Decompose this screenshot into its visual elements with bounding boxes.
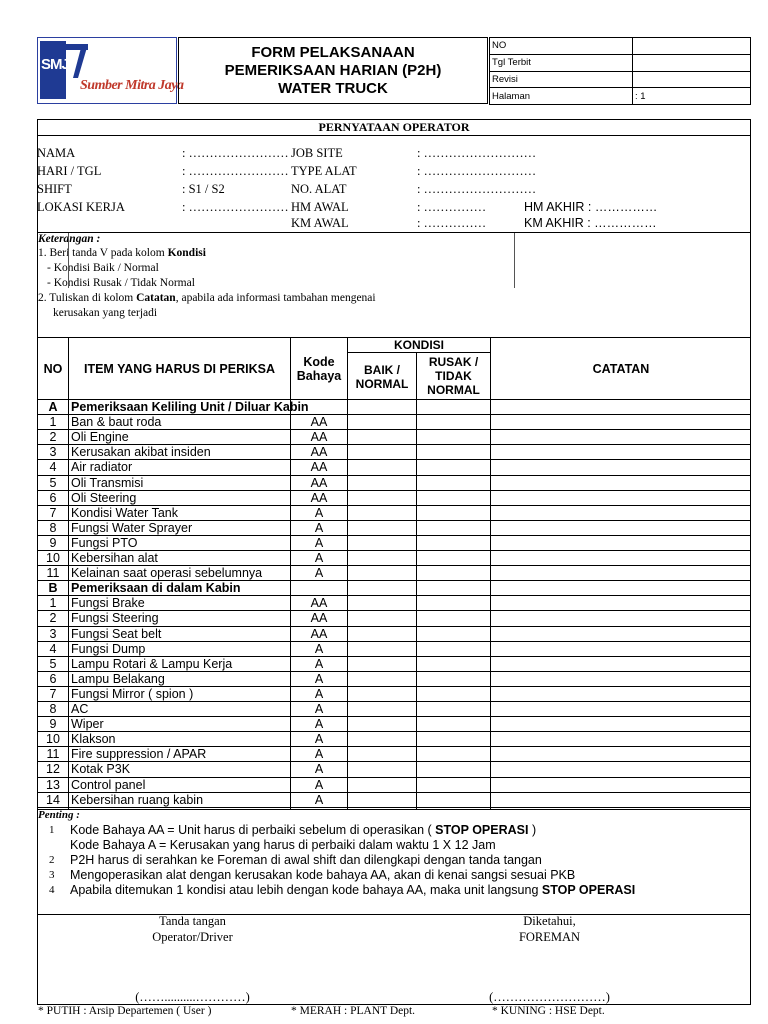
row-item: Oli Engine — [71, 430, 129, 444]
row-baik-checkbox[interactable] — [348, 657, 416, 672]
penting-line-4 — [70, 883, 635, 897]
row-number: 8 — [49, 521, 57, 535]
title-line-1: FORM PELAKSANAAN — [251, 43, 415, 61]
row-rusak-checkbox[interactable] — [417, 672, 490, 687]
meta-row-revisi — [490, 71, 751, 88]
divider — [68, 233, 69, 288]
row-number: 2 — [49, 430, 57, 444]
row-number: 3 — [49, 627, 57, 641]
table-row — [37, 732, 751, 747]
penting-line-2: P2H harus di serahkan ke Foreman di awal shift dan dilengkapi dengan tanda tangan — [70, 853, 542, 867]
row-baik-checkbox[interactable] — [348, 672, 416, 687]
row-item: Fungsi PTO — [71, 536, 138, 550]
row-item: Fungsi Mirror ( spion ) — [71, 687, 194, 701]
section-header-row — [37, 400, 751, 415]
row-kode-bahaya: AA — [310, 611, 328, 625]
row-baik-checkbox[interactable] — [348, 506, 416, 521]
field-value-km-awal[interactable]: : …………… — [417, 216, 487, 230]
row-number: 1 — [49, 596, 57, 610]
table-row — [37, 491, 751, 506]
header-kode-line-1: Kode — [303, 355, 335, 369]
row-baik-checkbox[interactable] — [348, 642, 416, 657]
keterangan-line-2 — [38, 292, 376, 304]
row-number: 8 — [49, 702, 57, 716]
row-baik-checkbox[interactable] — [348, 596, 416, 611]
header-kode-line-2: Bahaya — [296, 369, 342, 383]
row-item: Kondisi Water Tank — [71, 506, 178, 520]
row-catatan-field[interactable] — [491, 566, 750, 581]
row-catatan-field[interactable] — [491, 596, 750, 611]
row-catatan-field[interactable] — [491, 717, 750, 732]
row-baik-checkbox[interactable] — [348, 702, 416, 717]
field-label-km-awal: KM AWAL — [291, 216, 349, 230]
row-baik-checkbox[interactable] — [348, 460, 416, 475]
row-catatan-field[interactable] — [491, 536, 750, 551]
row-baik-checkbox[interactable] — [348, 778, 416, 793]
row-kode-bahaya: AA — [310, 430, 328, 444]
table-row — [37, 717, 751, 732]
meta-value[interactable] — [633, 71, 751, 88]
keterangan-line-2-post: , apabila ada informasi tambahan mengenai — [175, 292, 376, 304]
header-kondisi: KONDISI — [393, 338, 444, 352]
row-kode-bahaya: AA — [310, 627, 328, 641]
row-kode-bahaya: A — [314, 536, 324, 550]
header-rusak-line-2: TIDAK — [435, 369, 472, 383]
row-rusak-checkbox[interactable] — [417, 793, 490, 808]
company-name: Sumber Mitra Jaya — [80, 78, 184, 93]
sign-left-line-2: Operator/Driver — [152, 930, 233, 944]
row-kode-bahaya: A — [314, 566, 324, 580]
row-item: Fungsi Water Sprayer — [71, 521, 193, 535]
row-baik-checkbox[interactable] — [348, 415, 416, 430]
row-item: Fire suppression / APAR — [71, 747, 207, 761]
field-label-lokasi: LOKASI KERJA — [37, 200, 125, 214]
row-kode-bahaya: A — [314, 672, 324, 686]
row-rusak-checkbox[interactable] — [417, 596, 490, 611]
row-rusak-checkbox[interactable] — [417, 415, 490, 430]
row-catatan-field[interactable] — [491, 793, 750, 808]
header-baik — [348, 363, 416, 391]
footer-merah: * MERAH : PLANT Dept. — [291, 1005, 416, 1017]
row-divider — [37, 807, 751, 808]
row-catatan-field[interactable] — [491, 491, 750, 506]
field-value-nama[interactable]: : …………………… — [182, 146, 289, 160]
table-row — [37, 687, 751, 702]
row-kode-bahaya: AA — [310, 460, 328, 474]
meta-label: Halaman — [490, 88, 633, 105]
row-kode-bahaya: AA — [310, 415, 328, 429]
table-row — [37, 672, 751, 687]
penting-num-4: 4 — [49, 884, 55, 896]
row-catatan-field[interactable] — [491, 642, 750, 657]
row-kode-bahaya: A — [314, 521, 324, 535]
field-label-hm-awal: HM AWAL — [291, 200, 349, 214]
field-value-no-alat[interactable]: : ……………………… — [417, 182, 537, 196]
field-hm-akhir[interactable]: HM AKHIR : …………… — [524, 200, 658, 214]
row-number: 5 — [49, 476, 57, 490]
meta-row-no — [490, 38, 751, 55]
field-value-lokasi[interactable]: : …………………… — [182, 200, 289, 214]
penting-line-1a-text: Kode Bahaya AA = Unit harus di perbaiki sebelum di operasikan ( — [70, 823, 436, 837]
row-number: 7 — [49, 687, 57, 701]
operator-section-title: PERNYATAAN OPERATOR — [318, 120, 470, 134]
header-baik-line-2: NORMAL — [355, 377, 409, 391]
table-row — [37, 566, 751, 581]
row-rusak-checkbox[interactable] — [417, 627, 490, 642]
row-rusak-checkbox[interactable] — [417, 687, 490, 702]
keterangan-sub-2: - Kondisi Rusak / Tidak Normal — [47, 277, 195, 289]
footer-kuning: * KUNING : HSE Dept. — [492, 1005, 605, 1017]
row-rusak-checkbox[interactable] — [417, 566, 490, 581]
row-rusak-checkbox[interactable] — [417, 506, 490, 521]
table-row — [37, 521, 751, 536]
row-baik-checkbox[interactable] — [348, 627, 416, 642]
row-kode-bahaya: A — [314, 506, 324, 520]
row-catatan-field[interactable] — [491, 611, 750, 626]
title-line-2: PEMERIKSAAN HARIAN (P2H) — [224, 61, 442, 79]
header-rusak — [417, 355, 490, 397]
row-item: Ban & baut roda — [71, 415, 162, 429]
document-meta-table — [489, 37, 751, 105]
field-km-akhir[interactable]: KM AKHIR : …………… — [524, 216, 657, 230]
row-baik-checkbox[interactable] — [348, 732, 416, 747]
row-baik-checkbox[interactable] — [348, 491, 416, 506]
row-catatan-field[interactable] — [491, 687, 750, 702]
header-item: ITEM YANG HARUS DI PERIKSA — [83, 362, 275, 376]
field-value-hm-awal[interactable]: : …………… — [417, 200, 487, 214]
row-kode-bahaya: A — [314, 687, 324, 701]
row-catatan-field[interactable] — [491, 415, 750, 430]
row-rusak-checkbox[interactable] — [417, 460, 490, 475]
field-value-job-site[interactable]: : ……………………… — [417, 146, 537, 160]
penting-line-1a-bold: STOP OPERASI — [435, 823, 529, 837]
table-row — [37, 415, 751, 430]
row-item: Kerusakan akibat insiden — [71, 445, 211, 459]
keterangan-sub-1: - Kondisi Baik / Normal — [47, 262, 159, 274]
table-row — [37, 460, 751, 475]
divider — [37, 809, 751, 810]
row-catatan-field[interactable] — [491, 672, 750, 687]
row-catatan-field[interactable] — [491, 430, 750, 445]
row-baik-checkbox[interactable] — [348, 762, 416, 777]
row-kode-bahaya: A — [314, 551, 324, 565]
row-number: 7 — [49, 506, 57, 520]
keterangan-line-1 — [38, 247, 206, 259]
sign-left-blank[interactable]: (……..........…………) — [135, 990, 250, 1004]
row-number: 1 — [49, 415, 57, 429]
row-number: 12 — [46, 762, 60, 776]
field-label-job-site: JOB SITE — [291, 146, 343, 160]
row-kode-bahaya: A — [314, 762, 324, 776]
meta-row-halaman — [490, 88, 751, 105]
row-item: Lampu Belakang — [71, 672, 165, 686]
section-code: A — [48, 400, 58, 414]
row-kode-bahaya: A — [314, 717, 324, 731]
field-value-shift[interactable]: : S1 / S2 — [182, 182, 225, 196]
row-catatan-field[interactable] — [491, 778, 750, 793]
header-rusak-line-3: NORMAL — [427, 383, 480, 397]
row-item: Fungsi Seat belt — [71, 627, 162, 641]
row-catatan-field[interactable] — [491, 521, 750, 536]
row-kode-bahaya: A — [314, 747, 324, 761]
row-kode-bahaya: AA — [310, 596, 328, 610]
row-rusak-checkbox[interactable] — [417, 551, 490, 566]
field-label-no-alat: NO. ALAT — [291, 182, 347, 196]
row-catatan-field[interactable] — [491, 762, 750, 777]
row-catatan-field[interactable] — [491, 445, 750, 460]
row-kode-bahaya: A — [314, 657, 324, 671]
row-baik-checkbox[interactable] — [348, 476, 416, 491]
title-line-3: WATER TRUCK — [278, 79, 388, 97]
row-number: 6 — [49, 672, 57, 686]
penting-line-1a-post: ) — [528, 823, 537, 837]
kondisi-divider — [348, 352, 490, 353]
keterangan-line-2-text: 2. Tuliskan di kolom — [38, 292, 137, 304]
row-catatan-field[interactable] — [491, 460, 750, 475]
row-kode-bahaya: AA — [310, 476, 328, 490]
header-baik-line-1: BAIK / — [364, 363, 400, 377]
row-item: AC — [71, 702, 89, 716]
row-catatan-field[interactable] — [491, 506, 750, 521]
sign-right-blank[interactable]: (………………………) — [489, 990, 610, 1004]
row-rusak-checkbox[interactable] — [417, 732, 490, 747]
table-row — [37, 596, 751, 611]
row-kode-bahaya: A — [314, 732, 324, 746]
header-no: NO — [43, 362, 63, 376]
row-number: 14 — [46, 793, 60, 807]
header-catatan: CATATAN — [592, 362, 650, 376]
row-catatan-field[interactable] — [491, 657, 750, 672]
row-kode-bahaya: AA — [310, 445, 328, 459]
table-row — [37, 657, 751, 672]
meta-label: Tgl Terbit — [490, 54, 633, 71]
row-item: Kebersihan ruang kabin — [71, 793, 204, 807]
row-number: 11 — [46, 566, 60, 580]
section-code: B — [48, 581, 58, 595]
row-item: Kebersihan alat — [71, 551, 158, 565]
row-number: 2 — [49, 611, 57, 625]
row-kode-bahaya: A — [314, 778, 324, 792]
row-item: Air radiator — [71, 460, 133, 474]
row-baik-checkbox[interactable] — [348, 793, 416, 808]
row-catatan-field[interactable] — [491, 732, 750, 747]
footer-putih: * PUTIH : Arsip Departemen ( User ) — [38, 1005, 212, 1017]
row-rusak-checkbox[interactable] — [417, 778, 490, 793]
row-baik-checkbox[interactable] — [348, 536, 416, 551]
row-rusak-checkbox[interactable] — [417, 445, 490, 460]
row-catatan-field[interactable] — [491, 747, 750, 762]
penting-line-4-bold: STOP OPERASI — [541, 883, 636, 897]
row-catatan-field[interactable] — [491, 476, 750, 491]
row-item: Fungsi Steering — [71, 611, 159, 625]
row-rusak-checkbox[interactable] — [417, 657, 490, 672]
table-row — [37, 551, 751, 566]
row-rusak-checkbox[interactable] — [417, 430, 490, 445]
row-item: Lampu Rotari & Lampu Kerja — [71, 657, 233, 671]
penting-line-1b: Kode Bahaya A = Kerusakan yang harus di perbaiki dalam waktu 1 X 12 Jam — [70, 838, 496, 852]
row-catatan-field[interactable] — [491, 702, 750, 717]
row-baik-checkbox[interactable] — [348, 445, 416, 460]
row-kode-bahaya: A — [314, 642, 324, 656]
row-catatan-field[interactable] — [491, 551, 750, 566]
table-row — [37, 642, 751, 657]
row-kode-bahaya: A — [314, 702, 324, 716]
meta-value: : 1 — [633, 88, 751, 105]
row-number: 9 — [49, 717, 57, 731]
row-number: 10 — [46, 551, 60, 565]
penting-line-3: Mengoperasikan alat dengan kerusakan kode bahaya AA, akan di kenai sangsi sesuai PKB — [70, 868, 576, 882]
table-row — [37, 702, 751, 717]
row-rusak-checkbox[interactable] — [417, 476, 490, 491]
logo-mark: SMJ — [41, 56, 69, 73]
row-baik-checkbox[interactable] — [348, 566, 416, 581]
keterangan-line-1-bold: Kondisi — [167, 247, 206, 259]
row-baik-checkbox[interactable] — [348, 687, 416, 702]
row-baik-checkbox[interactable] — [348, 521, 416, 536]
divider — [37, 135, 751, 136]
keterangan-line-2-bold: Catatan — [136, 292, 176, 304]
divider — [37, 232, 751, 233]
meta-value[interactable] — [633, 54, 751, 71]
section-title: Pemeriksaan di dalam Kabin — [71, 581, 241, 595]
row-number: 11 — [46, 747, 60, 761]
table-row — [37, 476, 751, 491]
row-item: Kotak P3K — [71, 762, 131, 776]
row-rusak-checkbox[interactable] — [417, 717, 490, 732]
row-rusak-checkbox[interactable] — [417, 642, 490, 657]
field-label-type-alat: TYPE ALAT — [291, 164, 357, 178]
row-rusak-checkbox[interactable] — [417, 521, 490, 536]
row-item: Oli Transmisi — [71, 476, 144, 490]
table-row — [37, 430, 751, 445]
table-row — [37, 793, 751, 808]
row-number: 13 — [46, 778, 60, 792]
row-kode-bahaya: AA — [310, 491, 328, 505]
row-number: 9 — [49, 536, 57, 550]
header-rusak-line-1: RUSAK / — [428, 355, 479, 369]
sign-right-line-2: FOREMAN — [518, 930, 581, 944]
keterangan-line-3: kerusakan yang terjadi — [53, 307, 158, 319]
table-row — [37, 445, 751, 460]
field-value-type-alat[interactable]: : ……………………… — [417, 164, 537, 178]
header-kode-bahaya — [291, 355, 347, 383]
section-header-row — [37, 581, 751, 596]
row-number: 10 — [46, 732, 60, 746]
row-item: Fungsi Dump — [71, 642, 146, 656]
row-baik-checkbox[interactable] — [348, 551, 416, 566]
row-item: Kelainan saat operasi sebelumnya — [71, 566, 263, 580]
row-rusak-checkbox[interactable] — [417, 747, 490, 762]
row-rusak-checkbox[interactable] — [417, 762, 490, 777]
row-baik-checkbox[interactable] — [348, 717, 416, 732]
table-row — [37, 536, 751, 551]
penting-title: Penting : — [38, 809, 80, 821]
row-baik-checkbox[interactable] — [348, 611, 416, 626]
row-number: 3 — [49, 445, 57, 459]
row-baik-checkbox[interactable] — [348, 747, 416, 762]
meta-label: NO — [490, 38, 633, 55]
row-rusak-checkbox[interactable] — [417, 536, 490, 551]
table-row — [37, 627, 751, 642]
penting-line-4-text: Apabila ditemukan 1 kondisi atau lebih dengan kode bahaya AA, maka unit langsung — [70, 883, 542, 897]
row-number: 5 — [49, 657, 57, 671]
table-row — [37, 611, 751, 626]
row-catatan-field[interactable] — [491, 627, 750, 642]
field-label-shift: SHIFT — [37, 182, 72, 196]
row-item: Control panel — [71, 778, 146, 792]
row-number: 4 — [49, 642, 57, 656]
form-title — [178, 37, 488, 104]
penting-num-2: 2 — [49, 854, 55, 866]
penting-num-3: 3 — [49, 869, 55, 881]
penting-line-1a — [70, 823, 536, 837]
table-row — [37, 778, 751, 793]
field-label-nama: NAMA — [37, 146, 76, 160]
sign-right-line-1: Diketahui, — [523, 914, 576, 928]
meta-row-tgl-terbit — [490, 54, 751, 71]
keterangan-title: Keterangan : — [38, 233, 101, 245]
sign-left-line-1: Tanda tangan — [159, 914, 226, 928]
row-item: Klakson — [71, 732, 116, 746]
row-rusak-checkbox[interactable] — [417, 611, 490, 626]
field-label-hari-tgl: HARI / TGL — [37, 164, 102, 178]
table-row — [37, 747, 751, 762]
penting-num-1: 1 — [49, 824, 55, 836]
row-baik-checkbox[interactable] — [348, 430, 416, 445]
row-item: Oli Steering — [71, 491, 137, 505]
meta-value[interactable] — [633, 38, 751, 55]
row-item: Wiper — [71, 717, 104, 731]
keterangan-line-1-text: 1. Beri tanda V pada kolom — [38, 247, 168, 259]
row-number: 6 — [49, 491, 57, 505]
company-logo — [37, 37, 184, 104]
field-value-hari-tgl[interactable]: : …………………… — [182, 164, 289, 178]
row-number: 4 — [49, 460, 57, 474]
row-item: Fungsi Brake — [71, 596, 145, 610]
row-kode-bahaya: A — [314, 793, 324, 807]
section-title: Pemeriksaan Keliling Unit / Diluar Kabin — [71, 400, 309, 414]
table-row — [37, 762, 751, 777]
divider — [514, 233, 515, 288]
meta-label: Revisi — [490, 71, 633, 88]
table-row — [37, 506, 751, 521]
row-rusak-checkbox[interactable] — [417, 702, 490, 717]
row-rusak-checkbox[interactable] — [417, 491, 490, 506]
